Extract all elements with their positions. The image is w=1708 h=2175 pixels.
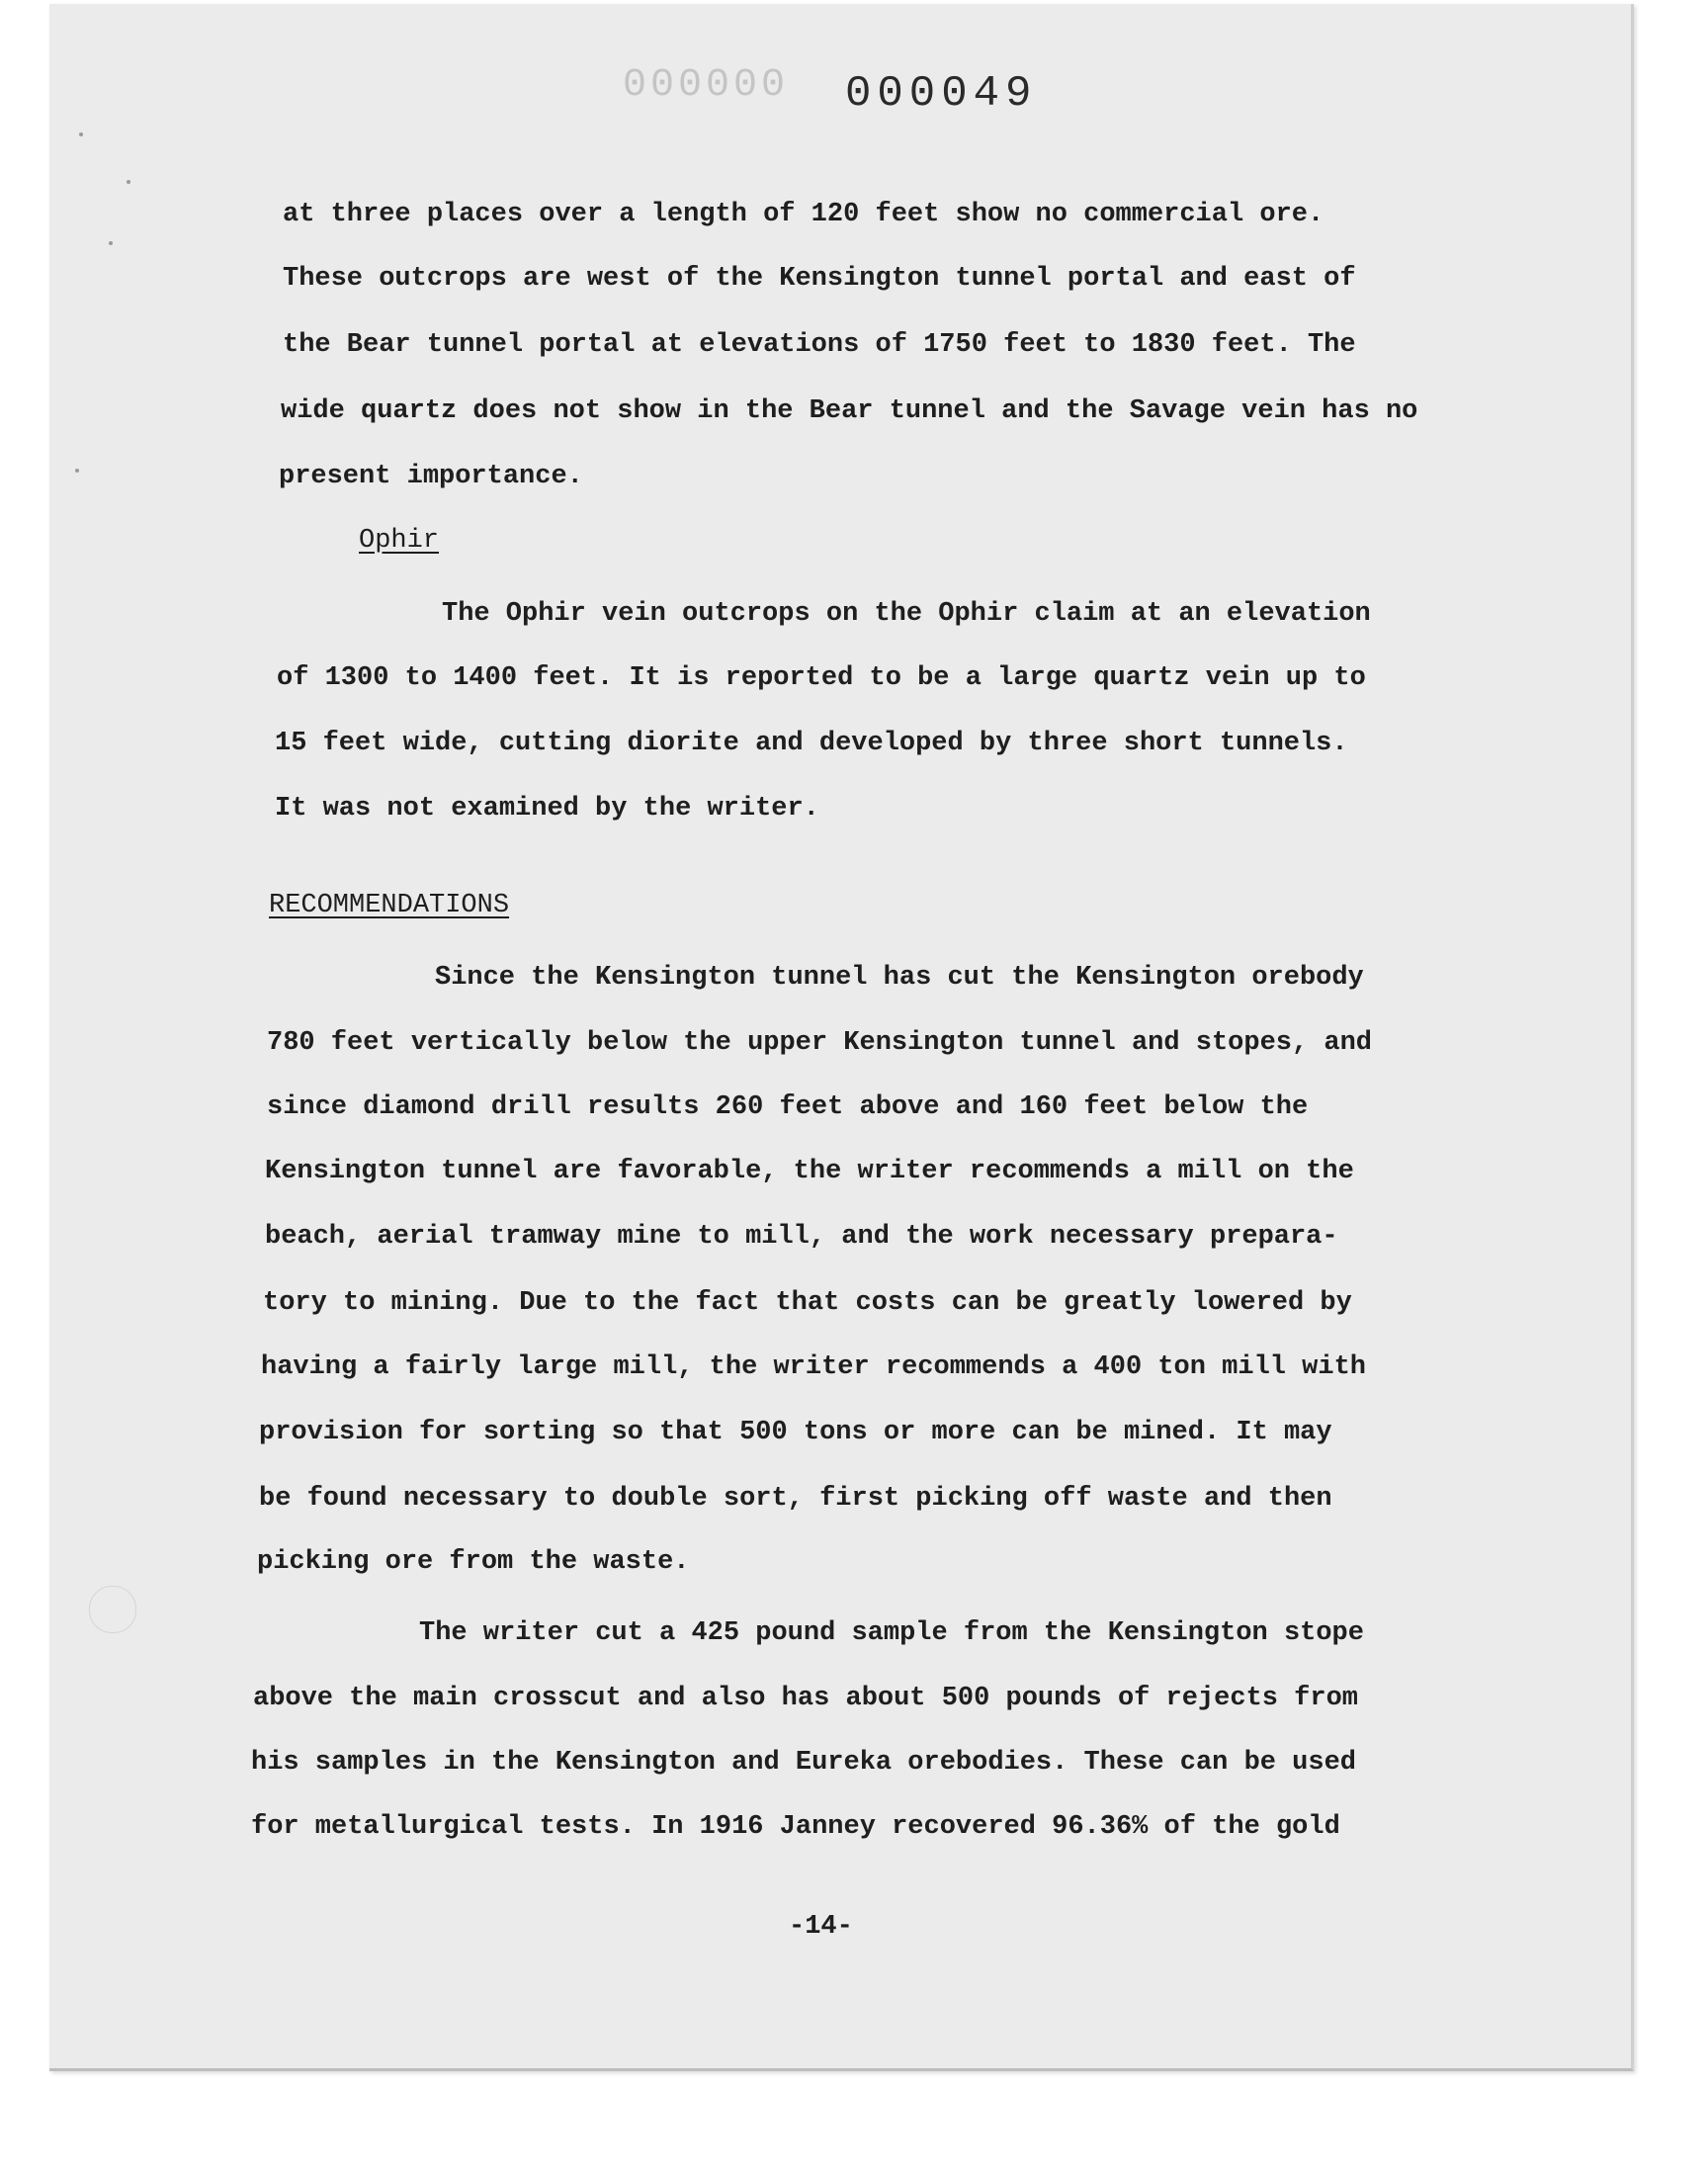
text-line: beach, aerial tramway mine to mill, and the work necessary prepara-	[265, 1222, 1338, 1252]
text-line: 15 feet wide, cutting diorite and developed by three short tunnels.	[275, 729, 1348, 758]
text-line: above the main crosscut and also has about 500 pounds of rejects from	[253, 1684, 1358, 1713]
document-page	[49, 4, 1634, 2071]
text-line: of 1300 to 1400 feet. It is reported to be a large quartz vein up to	[277, 663, 1366, 693]
punch-hole-mark	[89, 1586, 136, 1633]
scan-speck	[109, 241, 113, 245]
scan-speck	[75, 469, 79, 473]
ophir-heading: Ophir	[359, 526, 440, 556]
text-line: tory to mining. Due to the fact that costs can be greatly lowered by	[263, 1288, 1352, 1318]
text-line: The Ophir vein outcrops on the Ophir claim at an elevation	[442, 599, 1371, 629]
recommendations-heading: RECOMMENDATIONS	[269, 891, 510, 920]
text-line: his samples in the Kensington and Eureka orebodies. These can be used	[251, 1748, 1356, 1778]
text-line: These outcrops are west of the Kensington tunnel portal and east of	[283, 264, 1356, 294]
text-line: provision for sorting so that 500 tons or more can be mined. It may	[259, 1418, 1332, 1447]
page-number: -14-	[789, 1912, 853, 1942]
scan-speck	[79, 132, 83, 136]
document-stamp-number: 000049	[845, 69, 1038, 119]
scan-speck	[127, 180, 130, 184]
text-line: since diamond drill results 260 feet above and 160 feet below the	[267, 1092, 1309, 1122]
text-line: at three places over a length of 120 feet show no commercial ore.	[283, 200, 1324, 229]
faint-document-stamp: 000000	[623, 63, 790, 108]
text-line: Kensington tunnel are favorable, the writer recommends a mill on the	[265, 1157, 1354, 1186]
text-line: Since the Kensington tunnel has cut the Kensington orebody	[435, 963, 1364, 993]
text-line: be found necessary to double sort, first picking off waste and then	[259, 1484, 1332, 1514]
text-line: wide quartz does not show in the Bear tunnel and the Savage vein has no	[281, 396, 1418, 426]
text-line: the Bear tunnel portal at elevations of 1750 feet to 1830 feet. The	[283, 330, 1356, 360]
text-line: picking ore from the waste.	[257, 1547, 690, 1577]
text-line: It was not examined by the writer.	[275, 794, 819, 824]
text-line: for metallurgical tests. In 1916 Janney recovered 96.36% of the gold	[251, 1812, 1340, 1842]
text-line: The writer cut a 425 pound sample from the Kensington stope	[419, 1618, 1364, 1648]
text-line: present importance.	[279, 462, 583, 491]
text-line: 780 feet vertically below the upper Kensington tunnel and stopes, and	[267, 1028, 1372, 1058]
text-line: having a fairly large mill, the writer recommends a 400 ton mill with	[261, 1352, 1366, 1382]
